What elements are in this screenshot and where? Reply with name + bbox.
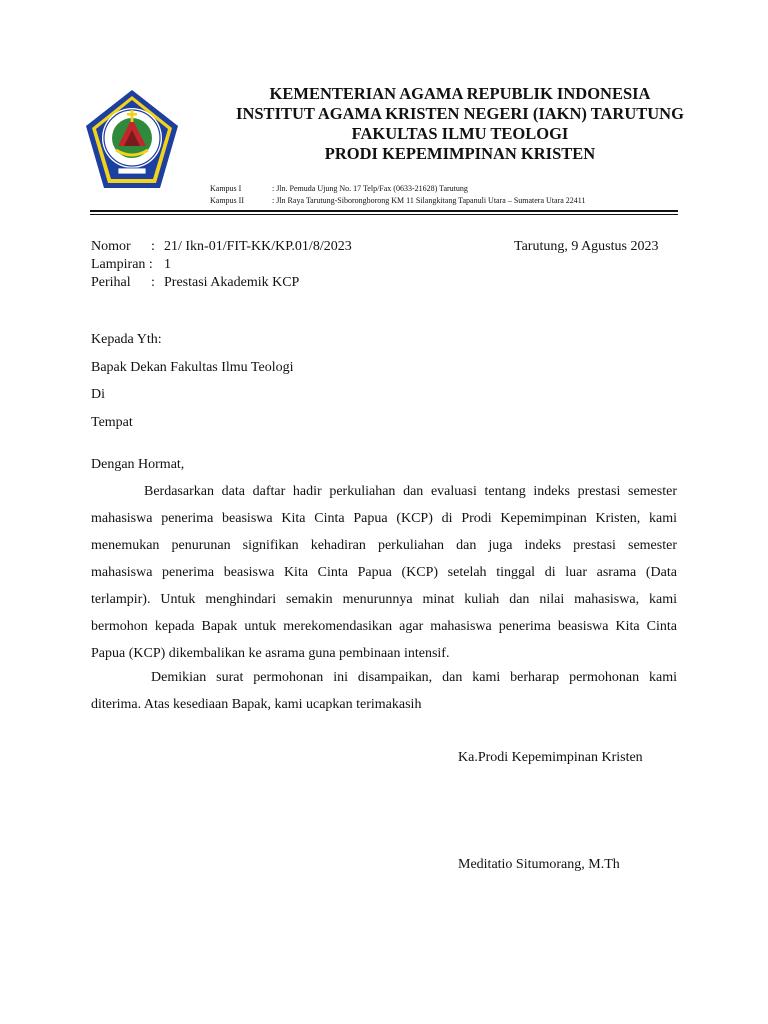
campus-1-address: : Jln. Pemuda Ujung No. 17 Telp/Fax (0633-21628) Tarutung xyxy=(272,184,468,193)
letter-date: Tarutung, 9 Agustus 2023 xyxy=(514,239,659,254)
addressee-place: Tempat xyxy=(91,414,133,430)
paragraph-line: Demikian surat permohonan ini disampaikan, dan kami berharap permohonan kami xyxy=(151,670,677,685)
campus-2-address: : Jln Raya Tarutung-Siborongborong KM 11 Silangkitang Tapanuli Utara – Sumatera Utara 22411 xyxy=(272,196,586,205)
paragraph-line: diterima. Atas kesediaan Bapak, kami ucapkan terimakasih xyxy=(91,697,422,712)
addressee-di: Di xyxy=(91,387,105,402)
campus-2-row xyxy=(210,195,586,207)
campus-1-row xyxy=(210,183,586,195)
lampiran-label: Lampiran : xyxy=(91,257,153,272)
addressee-salutation: Kepada Yth: xyxy=(91,332,162,347)
letterhead-divider-thick xyxy=(90,210,678,212)
paragraph-line: terlampir). Untuk menghindari semakin menurunnya minat kuliah dan nilai mahasiswa, kami xyxy=(91,592,677,607)
letterhead-divider-thin xyxy=(90,214,678,215)
institution-logo xyxy=(84,88,180,192)
perihal-value: Prestasi Akademik KCP xyxy=(164,275,300,290)
paragraph-line: Berdasarkan data daftar hadir perkuliahan dan evaluasi tentang indeks prestasi semester xyxy=(144,484,677,499)
nomor-colon: : xyxy=(151,239,155,254)
lampiran-value: 1 xyxy=(164,257,171,272)
letter-meta xyxy=(91,238,352,292)
paragraph-line: Papua (KCP) dikembalikan ke asrama guna pembinaan intensif. xyxy=(91,646,450,661)
addressee-block xyxy=(91,326,294,436)
institute-name: INSTITUT AGAMA KRISTEN NEGERI (IAKN) TARUTUNG xyxy=(236,104,684,123)
faculty-name: FAKULTAS ILMU TEOLOGI xyxy=(351,124,569,143)
campus-2-label: Kampus II xyxy=(210,196,244,205)
signature-name: Meditatio Situmorang, M.Th xyxy=(458,857,620,872)
campus-1-label: Kampus I xyxy=(210,184,242,193)
program-name: PRODI KEPEMIMPINAN KRISTEN xyxy=(324,144,596,163)
body-paragraph-2 xyxy=(91,664,677,718)
perihal-label: Perihal xyxy=(91,275,131,290)
ministry-name: KEMENTERIAN AGAMA REPUBLIK INDONESIA xyxy=(269,84,651,103)
nomor-label: Nomor xyxy=(91,239,131,254)
addressee-name: Bapak Dekan Fakultas Ilmu Teologi xyxy=(91,359,294,375)
perihal-row xyxy=(91,274,352,292)
paragraph-line: mahasiswa penerima beasiswa Kita Cinta Papua (KCP) setelah tinggal di luar asrama (Data xyxy=(91,565,677,580)
perihal-colon: : xyxy=(151,275,155,290)
paragraph-line: bermohon kepada Bapak untuk merekomendasikan agar mahasiswa penerima beasiswa Kita Cinta xyxy=(91,619,677,634)
body-paragraph-1 xyxy=(91,478,677,667)
paragraph-line: mahasiswa penerima beasiswa Kita Cinta Papua (KCP) di Prodi Kepemimpinan Kristen, kami xyxy=(91,511,677,526)
nomor-row xyxy=(91,238,352,256)
lampiran-row xyxy=(91,256,352,274)
nomor-value: 21/ Ikn-01/FIT-KK/KP.01/8/2023 xyxy=(164,239,352,254)
signature-title: Ka.Prodi Kepemimpinan Kristen xyxy=(458,750,643,765)
campus-addresses xyxy=(210,183,586,207)
letterhead xyxy=(200,84,720,164)
greeting: Dengan Hormat, xyxy=(91,457,185,472)
paragraph-line: menemukan penurunan signifikan kehadiran perkuliahan dan juga indeks prestasi semester xyxy=(91,538,677,553)
